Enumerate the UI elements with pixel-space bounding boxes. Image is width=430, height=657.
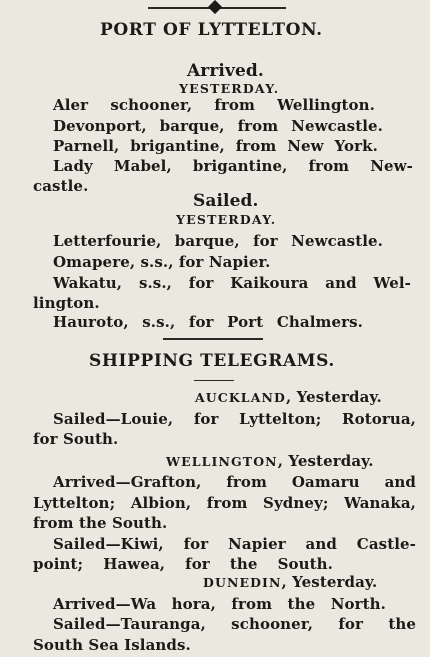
- dateline-place: AUCKLAND: [195, 390, 286, 405]
- arrived-heading: Arrived.: [187, 61, 264, 81]
- section-divider: [163, 338, 263, 340]
- sailed-day: YESTERDAY.: [176, 212, 277, 227]
- dateline-place: DUNEDIN: [203, 575, 282, 590]
- dateline-when: , Yesterday.: [285, 388, 382, 406]
- telegram-line: Sailed—Louie, for Lyttelton; Rotorua,: [53, 410, 416, 428]
- sailed-entry: Wakatu, s.s., for Kaikoura and Wel-: [53, 274, 411, 292]
- dateline-when: , Yesterday.: [281, 573, 378, 591]
- dateline-when: , Yesterday.: [277, 452, 374, 470]
- telegram-line: South Sea Islands.: [33, 636, 191, 654]
- arrived-entry: Parnell, brigantine, from New York.: [53, 137, 378, 155]
- top-ornament-rule: [148, 6, 286, 10]
- sailed-entry: lington.: [33, 294, 100, 312]
- arrived-day: YESTERDAY.: [179, 81, 280, 96]
- dateline-auckland: [195, 388, 382, 407]
- sailed-entry: Hauroto, s.s., for Port Chalmers.: [53, 313, 363, 331]
- arrived-entry: Aler schooner, from Wellington.: [53, 96, 375, 114]
- telegram-line: point; Hawea, for the South.: [33, 555, 333, 573]
- arrived-entry: castle.: [33, 177, 89, 195]
- arrived-entry: Lady Mabel, brigantine, from New-: [53, 157, 413, 175]
- dateline-dunedin: [203, 573, 377, 592]
- telegram-line: Sailed—Kiwi, for Napier and Castle-: [53, 535, 416, 553]
- telegram-line: Sailed—Tauranga, schooner, for the: [53, 615, 416, 633]
- section-title-port: PORT OF LYTTELTON.: [100, 20, 323, 40]
- telegram-line: Arrived—Grafton, from Oamaru and: [53, 473, 416, 491]
- telegram-line: for South.: [33, 430, 119, 448]
- sailed-heading: Sailed.: [193, 191, 259, 211]
- diamond-ornament-icon: [208, 0, 222, 14]
- telegram-line: from the South.: [33, 514, 168, 532]
- sailed-entry: Omapere, s.s., for Napier.: [53, 253, 271, 271]
- sailed-entry: Letterfourie, barque, for Newcastle.: [53, 232, 383, 250]
- arrived-entry: Devonport, barque, from Newcastle.: [53, 117, 383, 135]
- section-title-telegrams: SHIPPING TELEGRAMS.: [89, 351, 335, 371]
- telegram-line: Arrived—Wa hora, from the North.: [53, 595, 386, 613]
- telegram-line: Lyttelton; Albion, from Sydney; Wanaka,: [33, 494, 416, 512]
- short-divider: [194, 380, 234, 381]
- dateline-wellington: [166, 452, 374, 471]
- dateline-place: WELLINGTON: [166, 454, 278, 469]
